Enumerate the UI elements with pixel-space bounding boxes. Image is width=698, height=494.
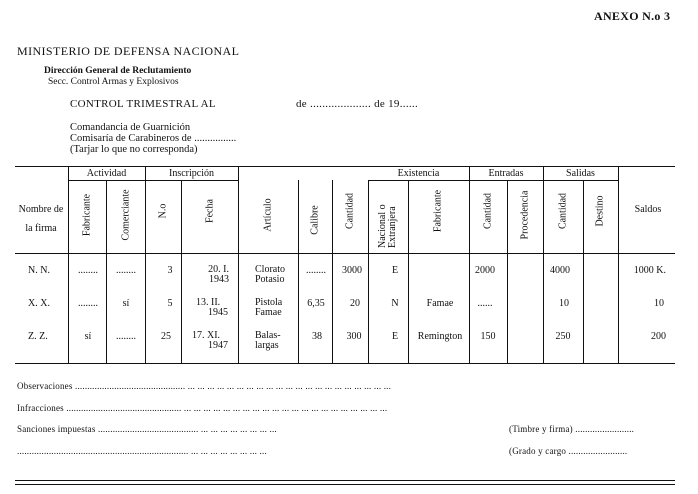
control-label: CONTROL TRIMESTRAL AL bbox=[70, 98, 216, 110]
group-header-rule-2 bbox=[368, 180, 618, 181]
header-saldos: Saldos bbox=[634, 204, 662, 215]
cell-entrada: 2000 bbox=[475, 265, 495, 276]
cell-fecha-line1: 13. II. bbox=[196, 297, 221, 308]
cell-articulo-line2: Potasio bbox=[255, 274, 285, 285]
cell-cantidad: 300 bbox=[346, 331, 362, 342]
header-cantidad-existencia: Cantidad bbox=[344, 192, 356, 230]
cell-articulo bbox=[255, 298, 282, 318]
cell-comerciante: ........ bbox=[116, 265, 136, 276]
cell-saldo: 200 bbox=[651, 331, 666, 342]
header-fabricante: Fabricante bbox=[81, 193, 93, 237]
cell-articulo bbox=[255, 265, 285, 285]
header-articulo: Artículo bbox=[262, 198, 274, 232]
footer-rule-inner bbox=[15, 484, 675, 485]
cell-comerciante: sí bbox=[122, 298, 130, 309]
cell-cantidad: 20 bbox=[350, 298, 360, 309]
table-header-rule bbox=[15, 253, 675, 254]
blank-line: ...................................................................... ... ... ... ... ... ... ... ... bbox=[17, 446, 267, 456]
header-comerciante: Comerciante bbox=[120, 189, 132, 241]
cell-fecha-line2: 1943 bbox=[209, 274, 229, 285]
header-destino: Destino bbox=[594, 195, 606, 227]
col-divider bbox=[408, 180, 409, 363]
footer-rule bbox=[15, 480, 675, 481]
sanciones-line: Sanciones impuestas ......................................... ... ... ... ... ... ... ... ... bbox=[17, 424, 277, 434]
cell-nacional: E bbox=[391, 331, 399, 342]
cell-calibre: ........ bbox=[306, 265, 326, 276]
header-fabricante-existencia: Fabricante bbox=[432, 189, 444, 233]
command-line-1: Comandancia de Guarnición bbox=[70, 122, 191, 133]
col-divider bbox=[507, 180, 508, 363]
cell-fabricante: sí bbox=[84, 331, 92, 342]
header-salidas: Salidas bbox=[566, 168, 595, 179]
header-nombre-1: Nombre de bbox=[18, 204, 64, 215]
cell-numero: 3 bbox=[167, 265, 173, 276]
cell-fecha bbox=[192, 331, 228, 351]
cell-saldo: 10 bbox=[654, 298, 664, 309]
col-divider bbox=[181, 180, 182, 363]
cell-numero: 25 bbox=[161, 331, 171, 342]
command-note: (Tarjar lo que no corresponda) bbox=[70, 144, 198, 155]
cell-articulo bbox=[255, 331, 281, 351]
header-actividad: Actividad bbox=[86, 168, 127, 179]
header-numero: N.o bbox=[157, 203, 169, 219]
control-date: de .................... de 19...... bbox=[296, 98, 419, 110]
col-divider bbox=[238, 166, 239, 363]
header-inscripcion: Inscripción bbox=[169, 168, 214, 179]
col-divider bbox=[145, 166, 146, 363]
header-cantidad-entradas: Cantidad bbox=[482, 192, 494, 230]
cell-fecha-line2: 1945 bbox=[208, 307, 228, 318]
col-divider bbox=[543, 166, 544, 363]
cell-cantidad: 3000 bbox=[342, 265, 362, 276]
annex-label: ANEXO N.o 3 bbox=[594, 9, 671, 23]
cell-fecha-line2: 1947 bbox=[208, 340, 228, 351]
observaciones-line: Observaciones ............................................. ... ... ... ... ... ... ... ... ... ... ... ... ... ... ... ... ... ... ... ... ... bbox=[17, 381, 392, 391]
cell-nacional: N bbox=[391, 298, 399, 309]
cell-nombre: X. X. bbox=[28, 298, 50, 309]
col-divider bbox=[368, 180, 369, 363]
cell-nombre: N. N. bbox=[28, 265, 50, 276]
cell-articulo-line2: largas bbox=[255, 340, 279, 351]
header-procedencia: Procedencia bbox=[519, 190, 531, 240]
group-header-rule-1 bbox=[68, 180, 238, 181]
cell-salida: 10 bbox=[559, 298, 569, 309]
cell-entrada: ...... bbox=[477, 298, 493, 309]
col-divider bbox=[68, 166, 69, 363]
col-divider bbox=[332, 180, 333, 363]
cell-numero: 5 bbox=[167, 298, 173, 309]
header-existencia: Existencia bbox=[397, 168, 440, 179]
header-cantidad-salidas: Cantidad bbox=[557, 192, 569, 230]
col-divider bbox=[469, 166, 470, 363]
cell-fecha-line1: 20. I. bbox=[208, 264, 229, 275]
cell-calibre: 38 bbox=[312, 331, 322, 342]
cell-fabricante: ........ bbox=[78, 298, 98, 309]
cell-articulo-line1: Pistola bbox=[255, 297, 283, 308]
cell-fabricante: ........ bbox=[78, 265, 98, 276]
table-bottom-rule bbox=[15, 363, 675, 364]
col-divider bbox=[618, 166, 619, 363]
cell-calibre: 6,35 bbox=[307, 298, 325, 309]
header-nombre-2: la firma bbox=[25, 223, 57, 234]
cell-articulo-line1: Balas- bbox=[255, 330, 281, 341]
cell-entrada: 150 bbox=[480, 331, 496, 342]
table-top-rule bbox=[15, 166, 675, 167]
cell-fecha bbox=[199, 265, 229, 285]
command-line-2: Comisaría de Carabineros de ................ bbox=[70, 133, 237, 144]
col-divider bbox=[583, 180, 584, 363]
cell-fabricante-existencia: Famae bbox=[426, 298, 454, 309]
cell-salida: 250 bbox=[555, 331, 571, 342]
cell-fecha bbox=[196, 298, 228, 318]
header-entradas: Entradas bbox=[488, 168, 524, 179]
ministry-title: MINISTERIO DE DEFENSA NACIONAL bbox=[17, 44, 240, 58]
cell-articulo-line1: Clorato bbox=[255, 264, 285, 275]
timbre-firma: (Timbre y firma) ........................ bbox=[509, 424, 635, 434]
direction-label: Dirección General de Reclutamiento bbox=[44, 66, 192, 76]
col-divider bbox=[298, 180, 299, 363]
cell-comerciante: ........ bbox=[116, 331, 136, 342]
cell-nombre: Z. Z. bbox=[28, 331, 48, 342]
header-fecha: Fecha bbox=[204, 199, 216, 223]
cell-saldo: 1000 K. bbox=[633, 265, 666, 276]
cell-fecha-line1: 17. XI. bbox=[192, 330, 221, 341]
cell-salida: 4000 bbox=[550, 265, 570, 276]
grado-cargo: (Grado y cargo ........................ bbox=[509, 446, 628, 456]
header-nacional: Nacional o Extranjera bbox=[377, 204, 398, 248]
cell-nacional: E bbox=[391, 265, 399, 276]
cell-articulo-line2: Famae bbox=[255, 307, 282, 318]
header-calibre: Calibre bbox=[309, 205, 321, 235]
section-label: Secc. Control Armas y Explosivos bbox=[48, 77, 179, 87]
col-divider bbox=[106, 180, 107, 363]
infracciones-line: Infracciones ............................................... ... ... ... ... ... ... ... ... ... ... ... ... ... ... ... ... ... ... ... ... ... bbox=[17, 403, 388, 413]
cell-fabricante-existencia: Remington bbox=[417, 331, 463, 342]
